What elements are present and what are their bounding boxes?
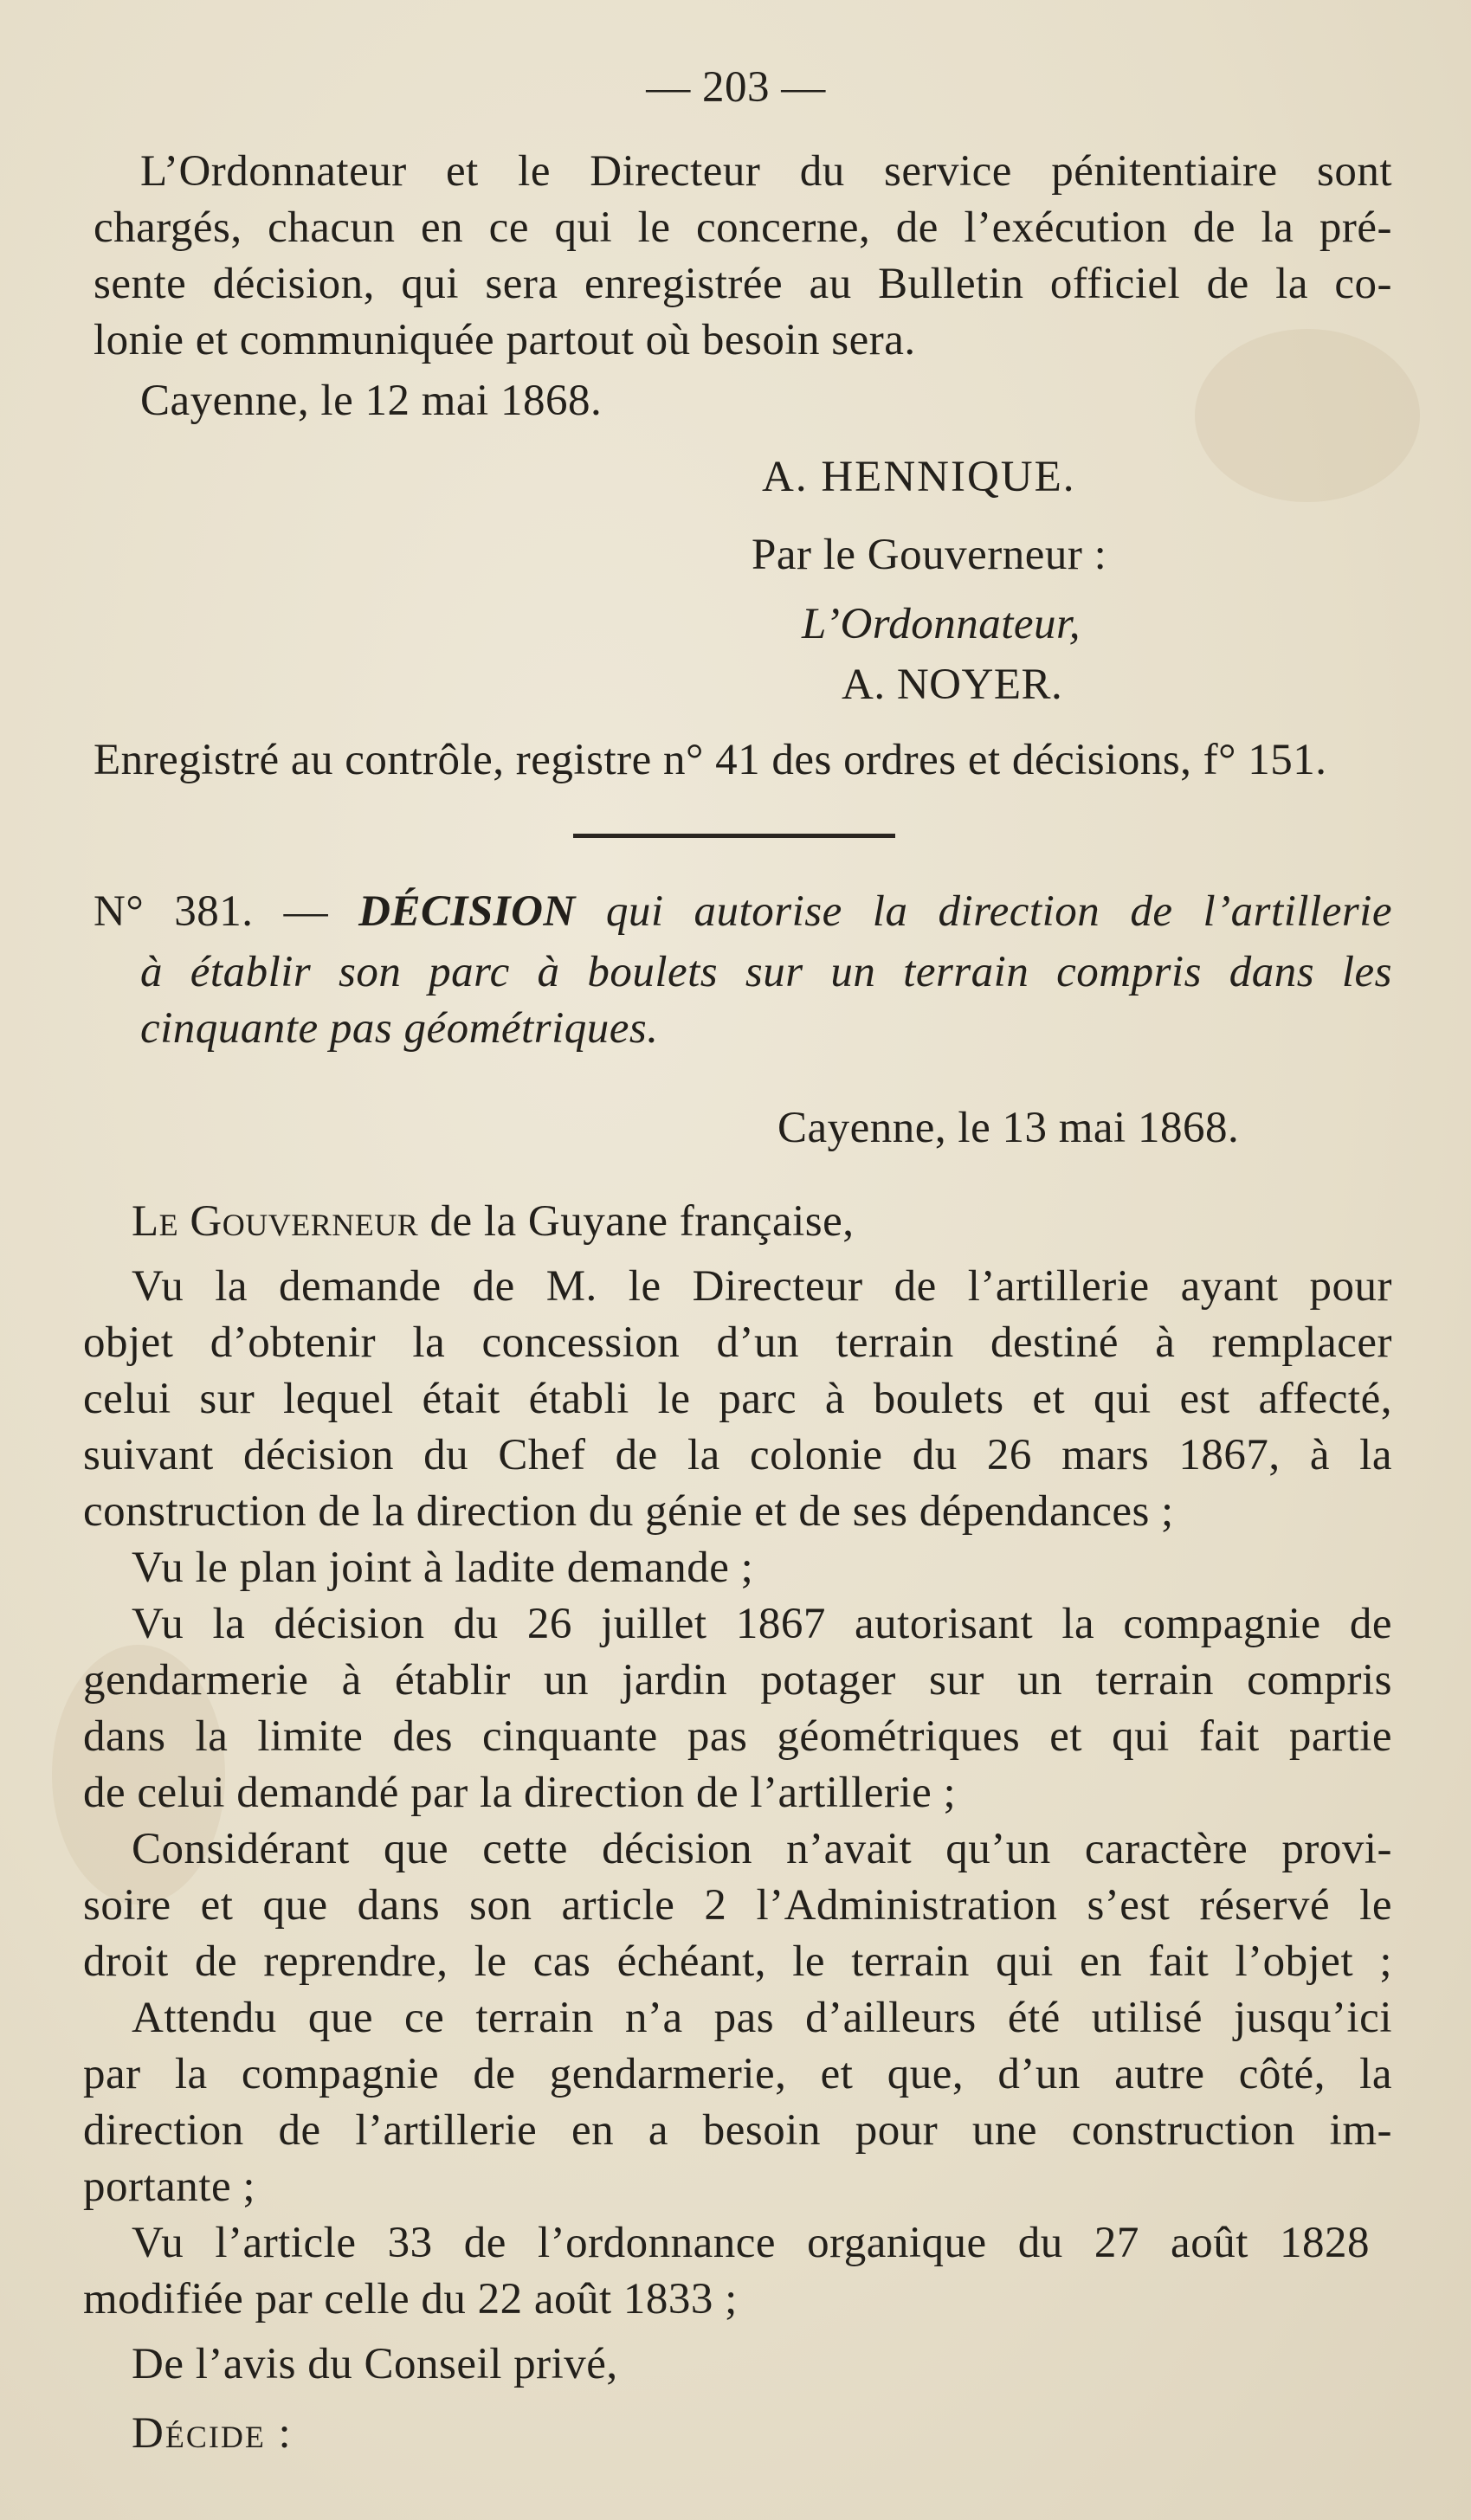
governor-prefix: Le Gouverneur (132, 1197, 419, 1246)
body-line: Vu le plan joint à ladite demande ; (132, 1544, 754, 1592)
decision-header-line: à établir son parc à boulets sur un terrain compris dans les (140, 948, 1392, 996)
body-line: suivant décision du Chef de la colonie du 26 mars 1867, à la (83, 1431, 1392, 1479)
decide-heading: Décide : (132, 2409, 293, 2458)
body-line: de celui demandé par la direction de l’artillerie ; (83, 1769, 957, 1817)
body-line: Vu la demande de M. le Directeur de l’artillerie ayant pour (132, 1262, 1392, 1311)
par-le-gouverneur: Par le Gouverneur : (752, 531, 1107, 579)
section-divider (573, 834, 895, 838)
registration-note: Enregistré au contrôle, registre n° 41 des ordres et décisions, f° 151. (94, 736, 1327, 784)
intro-line: sente décision, qui sera enregistrée au Bulletin officiel de la co- (94, 260, 1392, 308)
body-line: construction de la direction du génie et de ses dépendances ; (83, 1487, 1174, 1536)
decision-header-line: cinquante pas géométriques. (140, 1004, 659, 1053)
governor-line (132, 1195, 855, 1248)
decision-title-rest: qui autorise la direction de l’artillerie (575, 887, 1392, 936)
body-line: Vu l’article 33 de l’ordonnance organique du 27 août 1828 (132, 2219, 1370, 2267)
body-line: De l’avis du Conseil privé, (132, 2340, 618, 2388)
governor-rest: de la Guyane française, (418, 1197, 855, 1246)
body-line: direction de l’artillerie en a besoin pour une construction im- (83, 2106, 1392, 2155)
signature-governor: A. HENNIQUE. (762, 453, 1076, 501)
body-line: dans la limite des cinquante pas géométriques et qui fait partie (83, 1712, 1392, 1761)
place-date: Cayenne, le 12 mai 1868. (140, 377, 603, 425)
page-number: — 203 — (646, 63, 826, 112)
paper-stain (1195, 329, 1420, 502)
body-line: modifiée par celle du 22 août 1833 ; (83, 2275, 738, 2323)
ordonnateur-title: L’Ordonnateur, (802, 600, 1081, 648)
body-line: portante ; (83, 2162, 256, 2211)
body-line: droit de reprendre, le cas échéant, le terrain qui en fait l’objet ; (83, 1937, 1392, 1986)
place-date: Cayenne, le 13 mai 1868. (777, 1104, 1240, 1152)
body-line: soire et que dans son article 2 l’Administration s’est réservé le (83, 1881, 1392, 1930)
body-line: Attendu que ce terrain n’a pas d’ailleurs été utilisé jusqu’ici (132, 1994, 1392, 2042)
ordonnateur-name: A. NOYER. (842, 661, 1063, 709)
decision-number: N° 381. — (94, 887, 359, 936)
body-line: objet d’obtenir la concession d’un terrain destiné à remplacer (83, 1318, 1392, 1367)
decision-title-word: DÉCISION (358, 887, 576, 936)
body-line: gendarmerie à établir un jardin potager sur un terrain compris (83, 1656, 1392, 1705)
body-line: Vu la décision du 26 juillet 1867 autorisant la compagnie de (132, 1600, 1392, 1648)
decision-header-line (94, 885, 1392, 938)
intro-line: lonie et communiquée partout où besoin sera. (94, 316, 916, 364)
intro-line: L’Ordonnateur et le Directeur du service pénitentiaire sont (140, 147, 1392, 196)
body-line: Considérant que cette décision n’avait qu’un caractère provi- (132, 1825, 1392, 1873)
intro-line: chargés, chacun en ce qui le concerne, de l’exécution de la pré- (94, 203, 1392, 252)
body-line: celui sur lequel était établi le parc à boulets et qui est affecté, (83, 1375, 1392, 1423)
body-line: par la compagnie de gendarmerie, et que, d’un autre côté, la (83, 2050, 1392, 2098)
